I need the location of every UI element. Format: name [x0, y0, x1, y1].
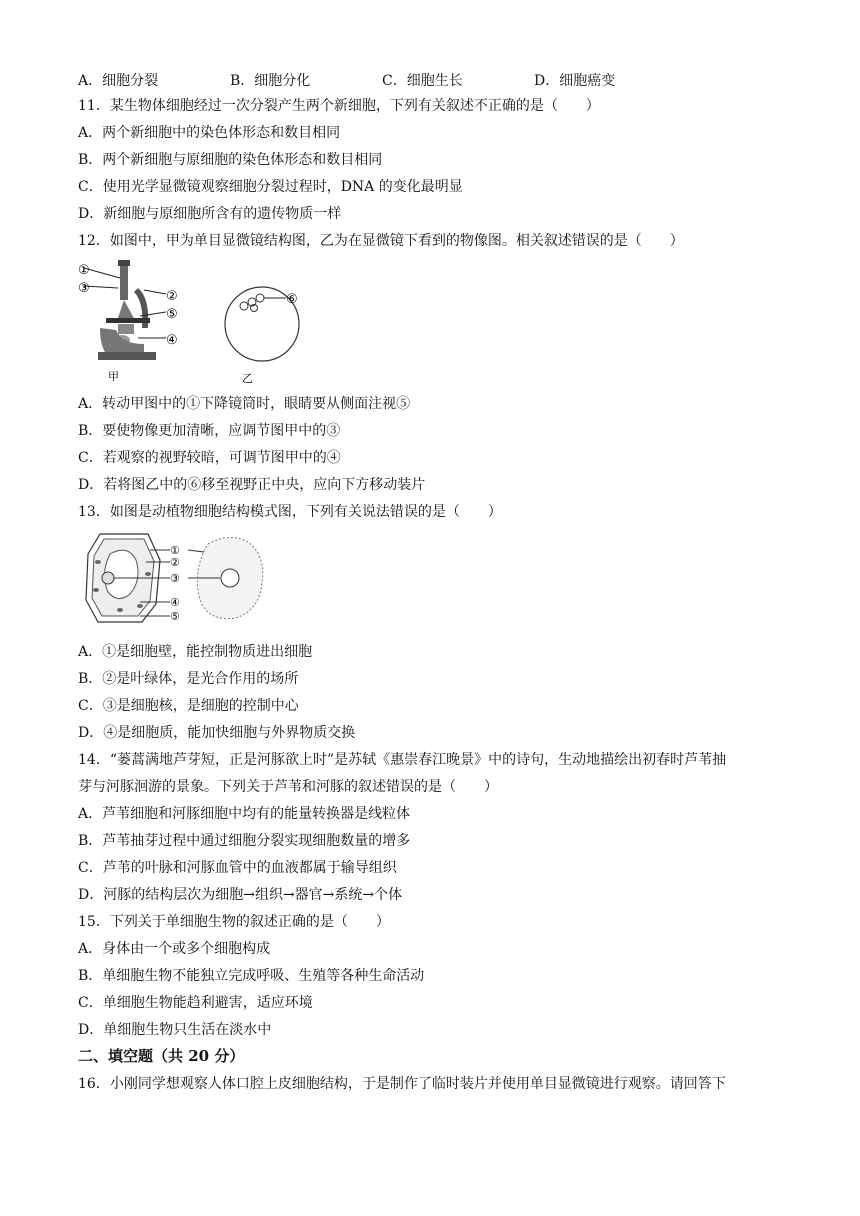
q14-option-d: D．河豚的结构层次为细胞→组织→器官→系统→个体 [78, 887, 403, 903]
fig-caption-jia: 甲 [108, 370, 119, 383]
q13-fig-label-1: ① [170, 544, 180, 557]
q15-option-a: A．身体由一个或多个细胞构成 [78, 941, 271, 957]
q13-fig-label-5: ⑤ [170, 610, 180, 623]
q14-option-c: C．芦苇的叶脉和河豚血管中的血液都属于输导组织 [78, 860, 397, 876]
q10-option-d: D．细胞癌变 [534, 73, 616, 89]
q10-options [78, 70, 778, 90]
q14-stem-line-2: 芽与河豚洄游的景象。下列关于芦苇和河豚的叙述错误的是（ ） [78, 779, 498, 795]
q13-option-a: A．①是细胞壁，能控制物质进出细胞 [78, 644, 313, 660]
q13-option-d: D．④是细胞质，能加快细胞与外界物质交换 [78, 725, 356, 741]
q13-option-c: C．③是细胞核，是细胞的控制中心 [78, 698, 299, 714]
q12-option-d: D．若将图乙中的⑥移至视野正中央，应向下方移动装片 [78, 477, 426, 493]
fig-caption-yi: 乙 [242, 372, 253, 385]
q11-option-d: D．新细胞与原细胞所含有的遗传物质一样 [78, 206, 342, 222]
q13-fig-label-2: ② [170, 556, 180, 569]
fig-label-5: ⑤ [166, 307, 178, 322]
section-heading-fill-in: 二、填空题（共 20 分） [78, 1047, 245, 1065]
fig-label-2: ② [166, 289, 178, 304]
q14-option-a: A．芦苇细胞和河豚细胞中均有的能量转换器是线粒体 [78, 806, 411, 822]
q13-figure [80, 530, 280, 626]
q14-stem-line-1: 14．“蒌蒿满地芦芽短，正是河豚欲上时”是苏轼《惠崇春江晚景》中的诗句，生动地描绘出初春时芦苇抽 [78, 752, 727, 768]
q15-option-b: B．单细胞生物不能独立完成呼吸、生殖等各种生命活动 [78, 968, 425, 984]
q10-option-c: C．细胞生长 [382, 73, 463, 89]
q11-option-a: A．两个新细胞中的染色体形态和数目相同 [78, 125, 341, 141]
fig-label-1: ① [78, 263, 90, 278]
q13-stem: 13．如图是动植物细胞结构模式图，下列有关说法错误的是（ ） [78, 504, 502, 520]
q15-stem: 15．下列关于单细胞生物的叙述正确的是（ ） [78, 914, 390, 930]
q13-fig-label-3: ③ [170, 572, 180, 585]
fig-label-6: ⑥ [286, 292, 298, 307]
q13-fig-label-4: ④ [170, 596, 180, 609]
q13-option-b: B．②是叶绿体，是光合作用的场所 [78, 671, 299, 687]
q15-option-c: C．单细胞生物能趋利避害，适应环境 [78, 995, 313, 1011]
fig-label-3: ③ [78, 281, 90, 296]
q15-option-d: D．单细胞生物只生活在淡水中 [78, 1022, 272, 1038]
q11-option-c: C．使用光学显微镜观察细胞分裂过程时，DNA 的变化最明显 [78, 179, 463, 195]
fig-label-4: ④ [166, 333, 178, 348]
q11-option-b: B．两个新细胞与原细胞的染色体形态和数目相同 [78, 152, 383, 168]
q12-option-c: C．若观察的视野较暗，可调节图甲中的④ [78, 450, 341, 466]
q10-option-a: A．细胞分裂 [78, 73, 159, 89]
q14-option-b: B．芦苇抽芽过程中通过细胞分裂实现细胞数量的增多 [78, 833, 411, 849]
q12-option-b: B．要使物像更加清晰，应调节图甲中的③ [78, 423, 341, 439]
q10-option-b: B．细胞分化 [230, 73, 311, 89]
q12-option-a: A．转动甲图中的①下降镜筒时，眼睛要从侧面注视⑤ [78, 396, 411, 412]
microscope-diagram [84, 260, 166, 360]
q12-stem: 12．如图中，甲为单目显微镜结构图，乙为在显微镜下看到的物像图。相关叙述错误的是（ ） [78, 233, 684, 249]
q12-figure [78, 258, 318, 386]
q16-stem: 16．小刚同学想观察人体口腔上皮细胞结构，于是制作了临时装片并使用单目显微镜进行观察。请回答下 [78, 1076, 726, 1092]
q11-stem: 11．某生物体细胞经过一次分裂产生两个新细胞，下列有关叙述不正确的是（ ） [78, 98, 600, 114]
animal-cell-diagram [188, 537, 263, 618]
